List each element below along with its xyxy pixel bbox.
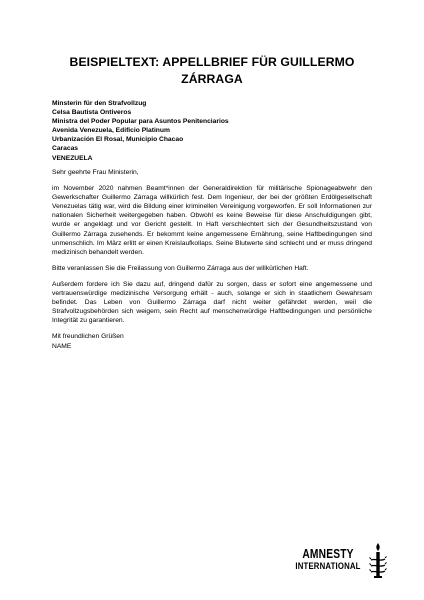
logo-line-2: INTERNATIONAL <box>295 561 361 572</box>
paragraph-release-request: Bitte veranlassen Sie die Freilassung von Guillermo Zárraga aus der willkürlichen Haft. <box>52 264 309 272</box>
amnesty-logo <box>288 547 388 579</box>
address-line: VENEZUELA <box>52 154 93 162</box>
letter-title <box>40 54 384 88</box>
paragraph-situation: im November 2020 nahmen Beamt*innen der Generaldirektion für militärische Spionageabwehr den Gewerkschafter Guillermo Zárraga willkürlich fest. Dem Ingenieur, der bei der größten Erdölgesellschaft Venezuelas tätig war, wird die Bildung einer kriminellen Vereinigung vorgeworfen. Er soll Informationen zur nationalen Sicherheit weitergegeben haben. Obwohl es keine Beweise für diese Anschuldigungen gibt, wurde er angeklagt und vor Gericht gestellt. In Haft verschlechtert sich der Gesundheitszustand von Guillermo Zárraga zusehends. Er bekommt keine angemessene Ernährung, seine Haftbedingungen sind unmenschlich. Im März erlitt er einen Kreislaufkollaps. Seine Blutwerte sind schlecht und er muss dringend medizinisch behandelt werden. <box>52 185 372 256</box>
paragraph-medical-care: Außerdem fordere ich Sie dazu auf, dringend dafür zu sorgen, dass er sofort eine angemessene und vertrauenswürdige medizinische Versorgung erhält - auch, solange er sich in staatlichem Gewahrsam befindet. Das Leben von Guillermo Zárraga darf nicht weiter gefährdet werden, weil die Strafvollzugsbehörden sich weigern, sein Recht auf menschenwürdige Haftbedingungen und persönliche Integrität zu garantieren. <box>52 280 372 325</box>
address-line: Ministra del Poder Popular para Asuntos Penitenciarios <box>52 118 229 126</box>
logo-wordmark <box>288 547 368 579</box>
letter-title-line-2: ZÁRRAGA <box>181 72 243 86</box>
logo-line-1: AMNESTY <box>302 547 354 561</box>
address-line: Minsterin für den Strafvollzug <box>52 100 147 107</box>
address-line: Urbanización El Rosal, Municipio Chacao <box>52 136 184 144</box>
closing: Mit freundlichen Grüßen <box>52 333 124 341</box>
address-line: Celsa Bautista Ontiveros <box>52 109 132 117</box>
address-line: Caracas <box>52 145 79 153</box>
letter-title-line-1: BEISPIELTEXT: APPELLBRIEF FÜR GUILLERMO <box>69 55 355 69</box>
letter-body <box>52 168 372 351</box>
signature-name: NAME <box>52 342 72 350</box>
address-line: Avenida Venezuela, Edificio Platinum <box>52 127 170 135</box>
recipient-address <box>52 99 382 163</box>
candle-barbed-wire-icon <box>368 542 388 582</box>
salutation: Sehr geehrte Frau Ministerin, <box>52 169 139 176</box>
